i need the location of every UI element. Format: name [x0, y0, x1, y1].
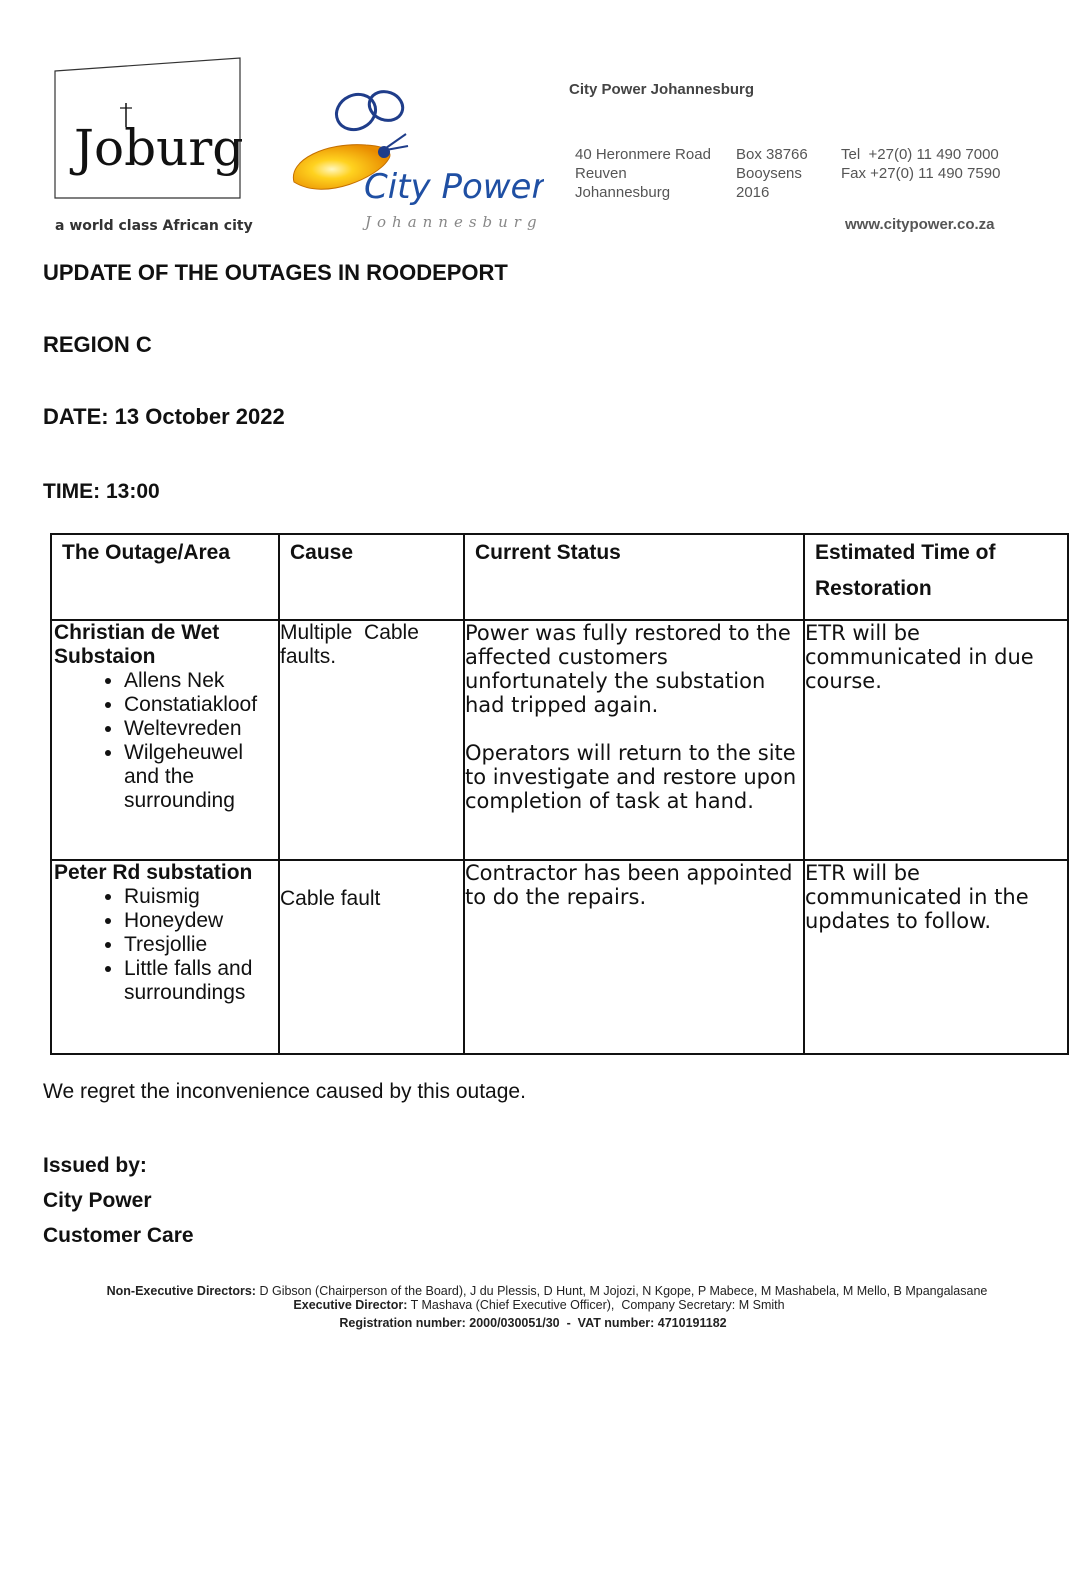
address-contact [841, 145, 1000, 183]
column-header-etr: Estimated Time of Restoration [804, 534, 1068, 620]
status-paragraph: Contractor has been appointed to do the repairs. [465, 861, 793, 909]
registration-number: Registration number: 2000/030051/30 - VAT number: 4710191182 [339, 1316, 727, 1330]
column-header-area: The Outage/Area [51, 534, 279, 620]
list-item: • Little falls and surroundings [124, 957, 278, 1005]
etr-cell: ETR will be communicated in the updates to follow. [804, 860, 1068, 1054]
list-item: • Weltevreden [124, 717, 278, 741]
address-line: Reuven [575, 165, 627, 182]
nonexec-names: D Gibson (Chairperson of the Board), J du Plessis, D Hunt, M Jojozi, N Kgope, P Mabece, M Mashabela, M Mello, B Mpangalasane [259, 1284, 988, 1298]
cause-cell: Cable fault [279, 860, 464, 1054]
etr-cell: ETR will be communicated in due course. [804, 620, 1068, 860]
issued-by-label: Issued by: [43, 1154, 147, 1177]
table-row [51, 620, 1068, 860]
document-title: UPDATE OF THE OUTAGES IN ROODEPORT [43, 260, 508, 285]
phone-number: Tel +27(0) 11 490 7000 [841, 146, 999, 163]
table-header-row [51, 534, 1068, 620]
exec-label: Executive Director: [293, 1298, 408, 1312]
address-line: 40 Heronmere Road [575, 146, 711, 163]
joburg-tagline: a world class African city [55, 218, 253, 234]
list-item: • Wilgeheuwel and the surrounding [124, 741, 278, 813]
issuer-organisation: City Power [43, 1189, 152, 1212]
status-paragraph: Power was fully restored to the affected customers unfortunately the substation had tripped again. [465, 621, 791, 717]
column-header-status: Current Status [464, 534, 804, 620]
fax-number: Fax +27(0) 11 490 7590 [841, 165, 1001, 182]
list-item: • Ruismig [124, 885, 278, 909]
outage-table [50, 533, 1069, 1055]
joburg-logo-graphic [54, 57, 242, 199]
status-paragraph: Operators will return to the site to investigate and restore upon completion of task at hand. [465, 741, 797, 813]
address-line: Box 38766 [736, 146, 808, 163]
column-header-cause: Cause [279, 534, 464, 620]
nonexec-label: Non-Executive Directors: [106, 1284, 256, 1298]
address-line: Johannesburg [575, 184, 671, 201]
table-row [51, 860, 1068, 1054]
time-heading: TIME: 13:00 [43, 480, 160, 503]
joburg-logo [54, 57, 242, 199]
non-executive-directors [2, 1284, 1090, 1298]
address-box [736, 145, 808, 202]
cause-cell: Multiple Cable faults. [279, 620, 464, 860]
date-heading: DATE: 13 October 2022 [43, 404, 285, 429]
address-line: 2016 [736, 184, 770, 201]
city-power-logo [286, 90, 544, 208]
area-cell [51, 860, 279, 1054]
area-cell [51, 620, 279, 860]
list-item: • Constatiakloof [124, 693, 278, 717]
substation-name: Peter Rd substation [54, 861, 253, 884]
substation-name: Christian de Wet Substaion [54, 621, 220, 668]
affected-areas-list [52, 669, 278, 813]
issuer-department: Customer Care [43, 1224, 194, 1247]
list-item: • Allens Nek [124, 669, 278, 693]
website-link[interactable]: www.citypower.co.za [845, 216, 995, 233]
list-item: • Tresjollie [124, 933, 278, 957]
joburg-logo-text: Joburg [74, 119, 242, 177]
status-cell [464, 860, 804, 1054]
company-name: City Power Johannesburg [569, 81, 755, 98]
city-power-logo-text: City Power [364, 167, 544, 207]
region-heading: REGION C [43, 332, 152, 357]
affected-areas-list [52, 885, 278, 1005]
apology-text: We regret the inconvenience caused by this outage. [43, 1080, 526, 1103]
exec-names: T Mashava (Chief Executive Officer), Company Secretary: M Smith [410, 1298, 785, 1312]
firefly-icon [286, 90, 544, 208]
city-power-logo-subtitle: Johannesburg [365, 213, 543, 231]
list-item: • Honeydew [124, 909, 278, 933]
status-cell [464, 620, 804, 860]
address-street [575, 145, 711, 202]
executive-director [0, 1298, 1084, 1312]
address-line: Booysens [736, 165, 802, 182]
